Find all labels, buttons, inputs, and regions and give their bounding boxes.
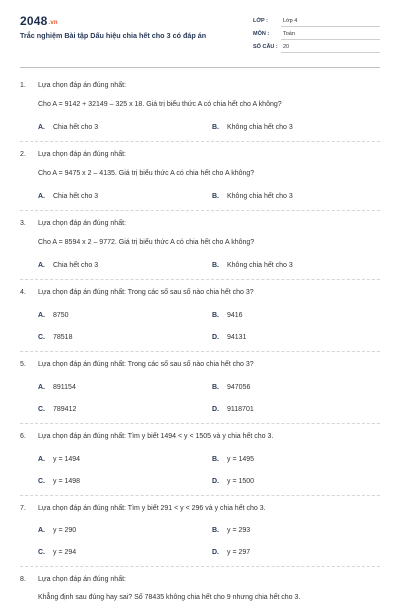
- option-letter: B.: [212, 312, 219, 319]
- meta-underline: [281, 39, 380, 40]
- option-a[interactable]: [38, 527, 76, 534]
- option-letter: A.: [38, 312, 45, 319]
- site-logo[interactable]: [20, 14, 58, 28]
- option-text: Chia hết cho 3: [53, 262, 99, 269]
- question-number: 5.: [20, 361, 26, 368]
- meta-value: Toán: [283, 31, 295, 37]
- option-letter: A.: [38, 527, 45, 534]
- option-text: y = 297: [227, 549, 251, 556]
- option-c[interactable]: [38, 334, 72, 341]
- option-letter: B.: [212, 124, 219, 131]
- question-prompt: Lựa chọn đáp án đúng nhất:: [38, 576, 126, 583]
- question-number: 2.: [20, 151, 26, 158]
- question-number: 7.: [20, 505, 26, 512]
- option-a[interactable]: [38, 262, 98, 269]
- option-letter: C.: [38, 478, 45, 485]
- option-letter: D.: [212, 406, 219, 413]
- option-a[interactable]: [38, 384, 76, 391]
- option-b[interactable]: [212, 527, 250, 534]
- option-letter: C.: [38, 334, 45, 341]
- header-divider: [20, 67, 380, 68]
- option-text: 8750: [53, 312, 69, 319]
- option-letter: B.: [212, 456, 219, 463]
- meta-key: SỐ CÂU :: [253, 44, 278, 50]
- option-d[interactable]: [212, 406, 254, 413]
- option-c[interactable]: [38, 406, 76, 413]
- option-d[interactable]: [212, 478, 254, 485]
- question-number: 6.: [20, 433, 26, 440]
- option-letter: B.: [212, 193, 219, 200]
- option-text: y = 290: [53, 527, 77, 534]
- option-d[interactable]: [212, 549, 250, 556]
- option-c[interactable]: [38, 478, 80, 485]
- option-text: 9118701: [227, 406, 254, 413]
- option-b[interactable]: [212, 456, 254, 463]
- question-3-stem: Cho A = 8594 x 2 – 9772. Giá trị biểu thức A có chia hết cho A không?: [38, 239, 255, 246]
- option-text: y = 1494: [53, 456, 81, 463]
- question-divider: [20, 566, 380, 567]
- question-prompt: Lựa chọn đáp án đúng nhất:: [38, 82, 126, 89]
- meta-key: LỚP :: [253, 18, 268, 24]
- question-divider: [20, 210, 380, 211]
- option-text: 94131: [227, 334, 247, 341]
- question-5-prompt: [20, 361, 254, 368]
- question-prompt: Lựa chọn đáp án đúng nhất:: [38, 220, 126, 227]
- option-letter: A.: [38, 262, 45, 269]
- option-b[interactable]: [212, 262, 293, 269]
- question-8-stem: Khẳng định sau đúng hay sai? Số 78435 không chia hết cho 9 nhưng chia hết cho 3.: [38, 594, 301, 601]
- option-a[interactable]: [38, 193, 98, 200]
- question-number: 8.: [20, 576, 26, 583]
- option-letter: A.: [38, 124, 45, 131]
- option-b[interactable]: [212, 384, 250, 391]
- option-letter: B.: [212, 384, 219, 391]
- option-letter: D.: [212, 549, 219, 556]
- question-8-prompt: [20, 576, 126, 583]
- logo-suffix: .vn: [48, 20, 58, 26]
- option-text: 9416: [227, 312, 243, 319]
- option-text: Chia hết cho 3: [53, 124, 99, 131]
- question-divider: [20, 279, 380, 280]
- question-4-prompt: [20, 289, 254, 296]
- question-number: 3.: [20, 220, 26, 227]
- question-number: 4.: [20, 289, 26, 296]
- option-letter: C.: [38, 406, 45, 413]
- meta-underline: [281, 52, 380, 53]
- option-text: y = 1500: [227, 478, 255, 485]
- option-text: y = 294: [53, 549, 77, 556]
- meta-value: 20: [283, 44, 290, 50]
- question-prompt: Lựa chọn đáp án đúng nhất: Trong các số sau số nào chia hết cho 3?: [38, 289, 254, 296]
- option-letter: B.: [212, 262, 219, 269]
- option-text: Không chia hết cho 3: [227, 124, 293, 131]
- option-text: y = 293: [227, 527, 251, 534]
- option-text: y = 1498: [53, 478, 81, 485]
- question-1-stem: Cho A = 9142 + 32149 – 325 x 18. Giá trị biểu thức A có chia hết cho A không?: [38, 101, 282, 108]
- logo-main: 2048: [20, 14, 48, 28]
- page-title: Trắc nghiệm Bài tập Dấu hiệu chia hết cho 3 có đáp án: [20, 31, 207, 40]
- question-number: 1.: [20, 82, 26, 89]
- option-letter: C.: [38, 549, 45, 556]
- option-b[interactable]: [212, 312, 243, 319]
- meta-key: MÔN :: [253, 31, 270, 37]
- question-divider: [20, 495, 380, 496]
- worksheet-header: [0, 0, 400, 60]
- option-d[interactable]: [212, 334, 246, 341]
- meta-value: Lớp 4: [283, 18, 298, 24]
- question-2-stem: Cho A = 9475 x 2 – 4135. Giá trị biểu thức A có chia hết cho A không?: [38, 170, 255, 177]
- option-letter: A.: [38, 456, 45, 463]
- question-prompt: Lựa chọn đáp án đúng nhất: Trong các số sau số nào chia hết cho 3?: [38, 361, 254, 368]
- question-1-prompt: [20, 82, 126, 89]
- question-divider: [20, 141, 380, 142]
- option-text: Chia hết cho 3: [53, 193, 99, 200]
- option-a[interactable]: [38, 456, 80, 463]
- option-b[interactable]: [212, 193, 293, 200]
- question-7-prompt: [20, 505, 266, 512]
- option-text: Không chia hết cho 3: [227, 193, 293, 200]
- option-text: 891154: [53, 384, 76, 391]
- option-a[interactable]: [38, 312, 69, 319]
- option-text: 947056: [227, 384, 251, 391]
- option-b[interactable]: [212, 124, 293, 131]
- meta-underline: [281, 26, 380, 27]
- question-prompt: Lựa chọn đáp án đúng nhất: Tìm y biết 1494 < y < 1505 và y chia hết cho 3.: [38, 433, 274, 440]
- question-prompt: Lựa chọn đáp án đúng nhất: Tìm y biết 291 < y < 296 và y chia hết cho 3.: [38, 505, 266, 512]
- question-divider: [20, 351, 380, 352]
- option-letter: D.: [212, 334, 219, 341]
- option-a[interactable]: [38, 124, 98, 131]
- question-prompt: Lựa chọn đáp án đúng nhất:: [38, 151, 126, 158]
- option-letter: A.: [38, 193, 45, 200]
- option-c[interactable]: [38, 549, 76, 556]
- option-text: y = 1495: [227, 456, 255, 463]
- question-6-prompt: [20, 433, 273, 440]
- option-text: 789412: [53, 406, 77, 413]
- question-divider: [20, 423, 380, 424]
- option-text: 78518: [53, 334, 73, 341]
- option-letter: A.: [38, 384, 45, 391]
- option-letter: D.: [212, 478, 219, 485]
- question-2-prompt: [20, 151, 126, 158]
- option-letter: B.: [212, 527, 219, 534]
- question-3-prompt: [20, 220, 126, 227]
- option-text: Không chia hết cho 3: [227, 262, 293, 269]
